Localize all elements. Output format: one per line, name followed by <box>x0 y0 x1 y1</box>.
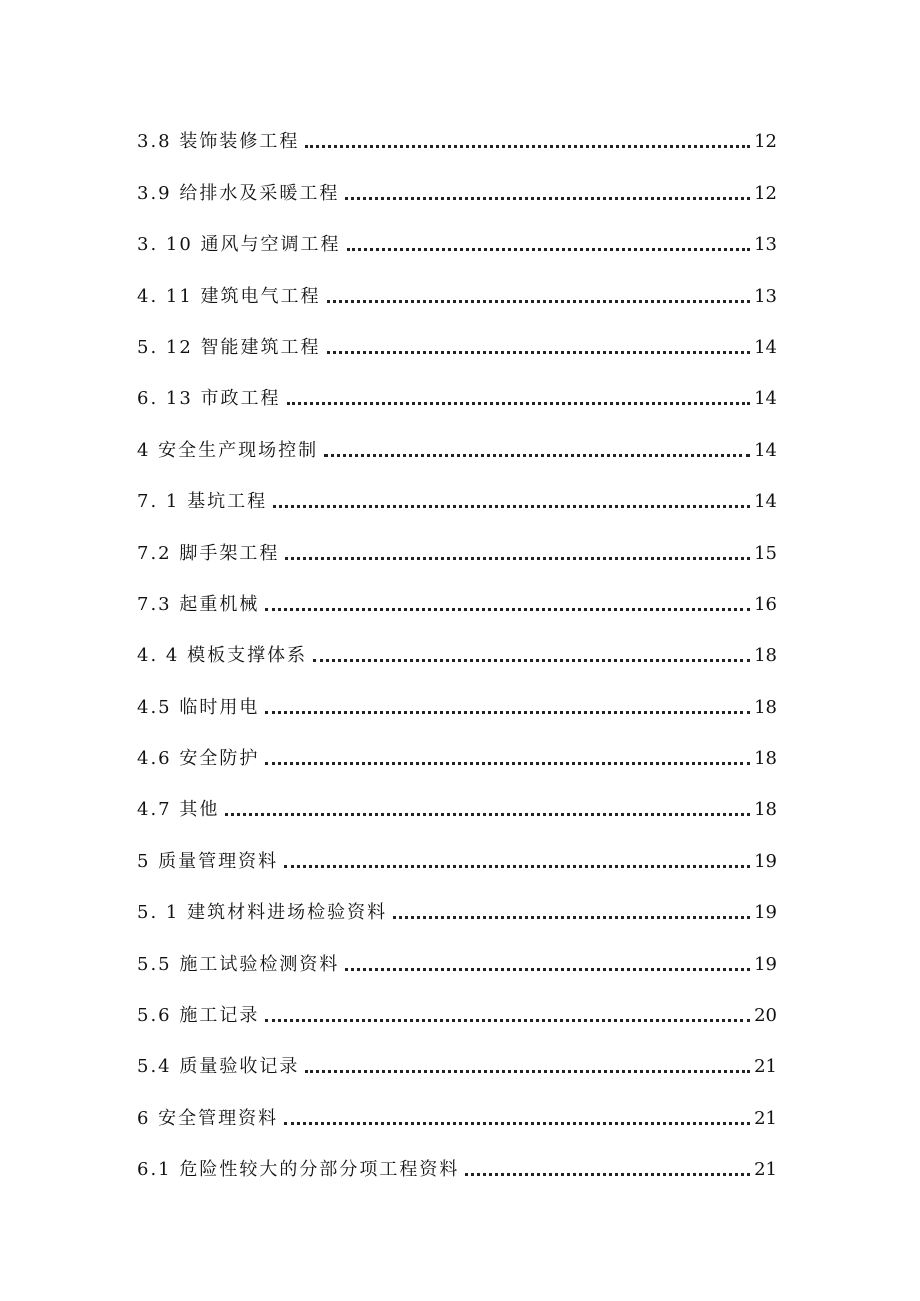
toc-entry-title: 3.9 给排水及采暖工程 <box>137 182 340 204</box>
toc-dot-leader <box>284 865 750 868</box>
toc-dot-leader <box>287 402 751 405</box>
toc-entry[interactable] <box>137 944 777 995</box>
toc-entry-title: 4. 4 模板支撑体系 <box>137 645 308 667</box>
toc-page-number: 15 <box>754 542 777 564</box>
toc-entry[interactable] <box>137 893 777 944</box>
toc-page-number: 21 <box>754 1159 777 1181</box>
toc-entry-title: 7.2 脚手架工程 <box>137 542 280 564</box>
toc-entry[interactable] <box>137 225 777 276</box>
toc-page-number: 14 <box>754 388 777 410</box>
toc-entry-title: 5.5 施工试验检测资料 <box>137 953 340 975</box>
toc-page-number: 18 <box>754 696 777 718</box>
toc-entry[interactable] <box>137 1047 777 1098</box>
toc-page-number: 13 <box>754 285 777 307</box>
toc-page-number: 20 <box>754 1005 777 1027</box>
toc-entry[interactable] <box>137 1150 777 1201</box>
toc-entry-title: 4 安全生产现场控制 <box>137 439 319 461</box>
toc-entry-title: 5.6 施工记录 <box>137 1005 260 1027</box>
toc-page-number: 18 <box>754 799 777 821</box>
toc-entry-title: 7.3 起重机械 <box>137 593 260 615</box>
toc-entry-title: 5.4 质量验收记录 <box>137 1056 300 1078</box>
toc-entry[interactable] <box>137 585 777 636</box>
toc-entry[interactable] <box>137 841 777 892</box>
toc-entry-title: 3. 10 通风与空调工程 <box>137 234 341 256</box>
toc-dot-leader <box>347 248 751 251</box>
toc-entry[interactable] <box>137 430 777 481</box>
toc-page-number: 12 <box>754 182 777 204</box>
toc-entry-title: 6. 13 市政工程 <box>137 388 281 410</box>
toc-dot-leader <box>265 762 750 765</box>
toc-dot-leader <box>265 1019 750 1022</box>
toc-entry[interactable] <box>137 379 777 430</box>
toc-entry[interactable] <box>137 790 777 841</box>
toc-dot-leader <box>327 351 751 354</box>
toc-entry-title: 5. 1 建筑材料进场检验资料 <box>137 902 388 924</box>
toc-entry[interactable] <box>137 173 777 224</box>
toc-dot-leader <box>345 968 750 971</box>
toc-page-number: 19 <box>754 953 777 975</box>
toc-dot-leader <box>265 711 750 714</box>
toc-dot-leader <box>393 916 750 919</box>
toc-page-number: 14 <box>754 491 777 513</box>
toc-page-number: 21 <box>754 1107 777 1129</box>
toc-dot-leader <box>285 557 750 560</box>
toc-entry-title: 4.5 临时用电 <box>137 696 260 718</box>
toc-entry-title: 4.6 安全防护 <box>137 748 260 770</box>
toc-entry-title: 4.7 其他 <box>137 799 220 821</box>
table-of-contents <box>137 122 777 1201</box>
toc-dot-leader <box>273 505 750 508</box>
toc-entry-title: 6 安全管理资料 <box>137 1107 279 1129</box>
toc-dot-leader <box>345 197 750 200</box>
toc-entry[interactable] <box>137 1098 777 1149</box>
toc-dot-leader <box>324 454 750 457</box>
toc-page-number: 19 <box>754 902 777 924</box>
toc-entry-title: 6.1 危险性较大的分部分项工程资料 <box>137 1159 460 1181</box>
toc-entry[interactable] <box>137 996 777 1047</box>
toc-entry[interactable] <box>137 276 777 327</box>
toc-entry[interactable] <box>137 122 777 173</box>
toc-dot-leader <box>327 300 751 303</box>
toc-entry[interactable] <box>137 328 777 379</box>
toc-dot-leader <box>305 1070 750 1073</box>
toc-entry[interactable] <box>137 482 777 533</box>
toc-entry[interactable] <box>137 636 777 687</box>
toc-page-number: 19 <box>754 850 777 872</box>
toc-page-number: 14 <box>754 336 777 358</box>
toc-entry[interactable] <box>137 533 777 584</box>
toc-page-number: 12 <box>754 131 777 153</box>
toc-page-number: 18 <box>754 748 777 770</box>
toc-entry-title: 7. 1 基坑工程 <box>137 491 268 513</box>
toc-entry-title: 4. 11 建筑电气工程 <box>137 285 321 307</box>
toc-page-number: 18 <box>754 645 777 667</box>
toc-entry-title: 5. 12 智能建筑工程 <box>137 336 321 358</box>
toc-entry-title: 5 质量管理资料 <box>137 850 279 872</box>
toc-dot-leader <box>305 145 750 148</box>
toc-entry-title: 3.8 装饰装修工程 <box>137 131 300 153</box>
toc-dot-leader <box>284 1122 750 1125</box>
toc-entry[interactable] <box>137 687 777 738</box>
toc-entry[interactable] <box>137 739 777 790</box>
toc-dot-leader <box>313 659 750 662</box>
toc-dot-leader <box>265 608 750 611</box>
toc-page-number: 16 <box>754 593 777 615</box>
toc-page-number: 14 <box>754 439 777 461</box>
toc-page-number: 13 <box>754 234 777 256</box>
toc-dot-leader <box>225 813 750 816</box>
toc-page-number: 21 <box>754 1056 777 1078</box>
toc-dot-leader <box>465 1173 750 1176</box>
